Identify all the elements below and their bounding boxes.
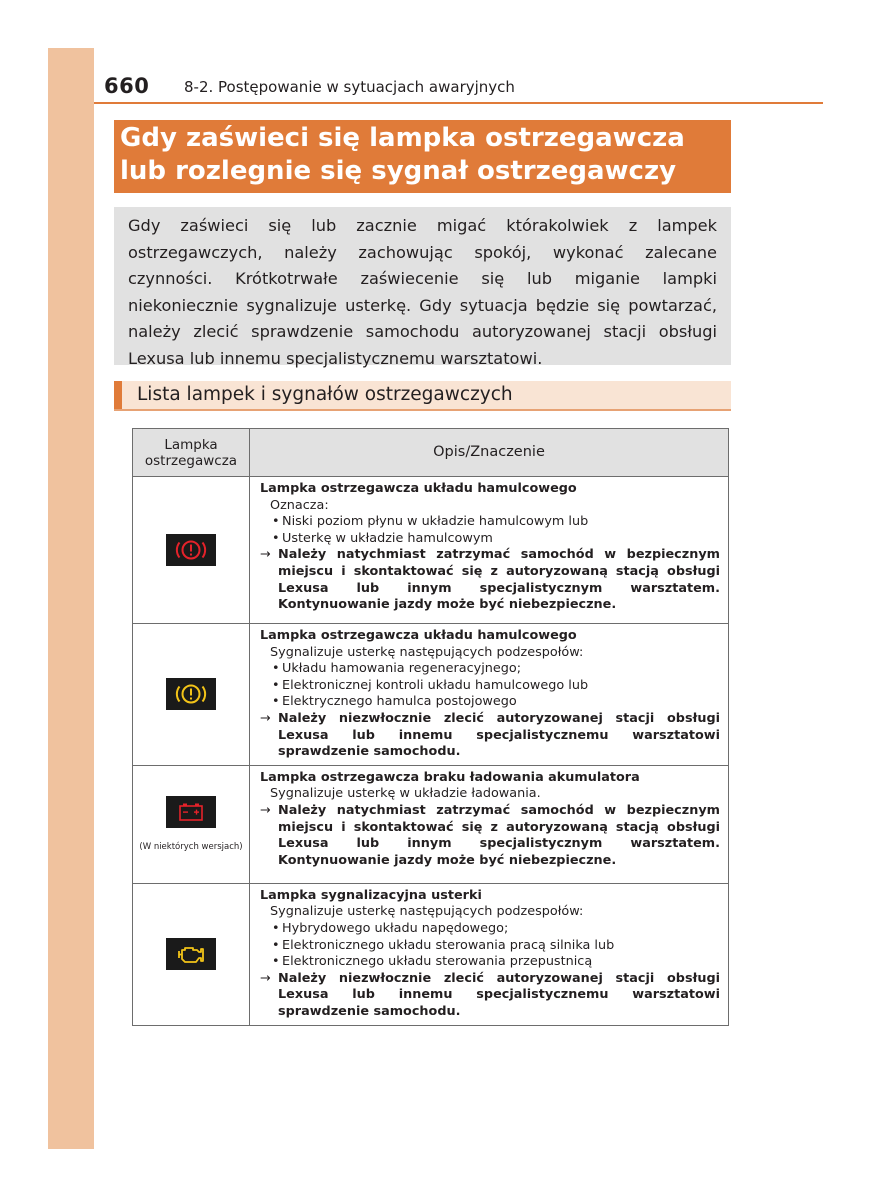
lamp-cell (133, 624, 250, 766)
bullet-item (260, 678, 720, 695)
bullet-text: Elektrycznego hamulca postojowego (282, 694, 517, 710)
recommended-action (260, 547, 720, 613)
brake-warning-amber-icon (166, 678, 216, 710)
bullet-dot: • (272, 530, 280, 546)
bullet-dot: • (272, 514, 280, 530)
lamp-title: Lampka ostrzegawcza braku ładowania akumulatora (260, 769, 640, 785)
table-row (133, 477, 729, 624)
recommended-action (260, 711, 720, 761)
bullet-item (260, 661, 720, 678)
table-row (133, 624, 729, 766)
bullet-dot: • (272, 954, 280, 970)
lamp-version-note: (W niektórych wersjach) (139, 842, 243, 853)
battery-charging-icon-glyph (166, 796, 216, 828)
column-header-lamp-line-2: ostrzegawcza (144, 452, 238, 469)
lamp-lead: Sygnalizuje usterkę w układzie ładowania. (270, 786, 541, 802)
check-engine-icon (166, 938, 216, 970)
description-cell (250, 477, 729, 624)
action-text: Należy niezwłocznie zlecić autoryzowanej stacji obsługi Lexusa lub innemu specjalistycznemu warsztatowi sprawdzenie samochodu. (278, 970, 720, 1019)
table-row (133, 765, 729, 883)
section-label: 8-2. Postępowanie w sytuacjach awaryjnych (184, 78, 515, 96)
bullet-item (260, 531, 720, 548)
brake-warning-red-icon-glyph (166, 534, 216, 566)
column-header-lamp (133, 429, 250, 477)
page-title (114, 120, 731, 193)
action-text: Należy niezwłocznie zlecić autoryzowanej stacji obsługi Lexusa lub innemu specjalistycznemu warsztatowi sprawdzenie samochodu. (278, 710, 720, 760)
bullet-dot: • (272, 694, 280, 710)
side-strip (48, 48, 94, 1149)
bullet-text: Elektronicznego układu sterowania pracą silnika lub (282, 937, 615, 953)
bullet-item (260, 694, 720, 711)
warning-lamps-table (132, 428, 729, 1026)
page-number: 660 (104, 74, 150, 98)
brake-warning-amber-icon-glyph (166, 678, 216, 710)
description-cell (250, 624, 729, 766)
arrow-icon: → (260, 547, 271, 563)
lamp-cell (133, 477, 250, 624)
page-title-line-1: Gdy zaświeci się lampka ostrzegawcza (120, 123, 685, 153)
bullet-text: Hybrydowego układu napędowego; (282, 920, 509, 936)
bullet-item (260, 938, 720, 955)
description-cell (250, 883, 729, 1025)
lamp-cell (133, 765, 250, 883)
bullet-text: Elektronicznej kontroli układu hamulcowego lub (282, 677, 589, 693)
bullet-item (260, 954, 720, 971)
subheader (114, 381, 731, 411)
lamp-lead: Sygnalizuje usterkę następujących podzespołów: (270, 644, 584, 660)
lamp-title: Lampka sygnalizacyjna usterki (260, 887, 482, 903)
subheader-title: Lista lampek i sygnałów ostrzegawczych (137, 384, 513, 405)
bullet-item (260, 514, 720, 531)
recommended-action (260, 971, 720, 1021)
bullet-text: Niski poziom płynu w układzie hamulcowym lub (282, 514, 589, 530)
table-row (133, 883, 729, 1025)
brake-warning-red-icon (166, 534, 216, 566)
lamp-title: Lampka ostrzegawcza układu hamulcowego (260, 628, 577, 643)
column-header-description: Opis/Znaczenie (250, 429, 729, 477)
bullet-dot: • (272, 661, 280, 677)
intro-paragraph: Gdy zaświeci się lub zacznie migać którakolwiek z lampek ostrzegawczych, należy zachowując spokój, wykonać zalecane czynności. Krótkotrwałe zaświecenie się lub miganie lampki niekoniecznie sygnalizuje usterkę. Gdy sytuacja będzie się powtarzać, należy zlecić sprawdzenie samochodu autoryzowanej stacji obsługi Lexusa lub innemu specjalistycznemu warsztatowi. (114, 207, 731, 365)
bullet-text: Usterkę w układzie hamulcowym (282, 530, 493, 546)
column-header-lamp-line-1: Lampka (164, 436, 218, 453)
action-text: Należy natychmiast zatrzymać samochód w bezpiecznym miejscu i skontaktować się z autoryzowaną stacją obsługi Lexusa lub innym specjalistycznym warsztatem. Kontynuowanie jazdy może być niebezpieczne. (278, 547, 720, 613)
bullet-dot: • (272, 677, 280, 693)
lamp-title: Lampka ostrzegawcza układu hamulcowego (260, 481, 577, 496)
action-text: Należy natychmiast zatrzymać samochód w bezpiecznym miejscu i skontaktować się z autoryzowaną stacją obsługi Lexusa lub innym specjalistycznym warsztatem. Kontynuowanie jazdy może być niebezpieczne. (278, 802, 720, 868)
bullet-item (260, 921, 720, 938)
lamp-lead: Oznacza: (270, 497, 329, 513)
arrow-icon: → (260, 970, 271, 986)
battery-charging-icon (166, 796, 216, 828)
header-rule (94, 102, 823, 104)
bullet-dot: • (272, 920, 280, 936)
check-engine-icon-glyph (166, 938, 216, 970)
subheader-accent-bar (114, 381, 122, 409)
bullet-text: Układu hamowania regeneracyjnego; (282, 661, 522, 677)
page-title-line-2: lub rozlegnie się sygnał ostrzegawczy (120, 156, 677, 186)
recommended-action (260, 803, 720, 869)
bullet-text: Elektronicznego układu sterowania przepustnicą (282, 954, 593, 970)
description-cell (250, 765, 729, 883)
arrow-icon: → (260, 710, 271, 726)
bullet-dot: • (272, 937, 280, 953)
arrow-icon: → (260, 802, 271, 818)
lamp-cell (133, 883, 250, 1025)
table-header-row (133, 429, 729, 477)
lamp-lead: Sygnalizuje usterkę następujących podzespołów: (270, 904, 584, 920)
